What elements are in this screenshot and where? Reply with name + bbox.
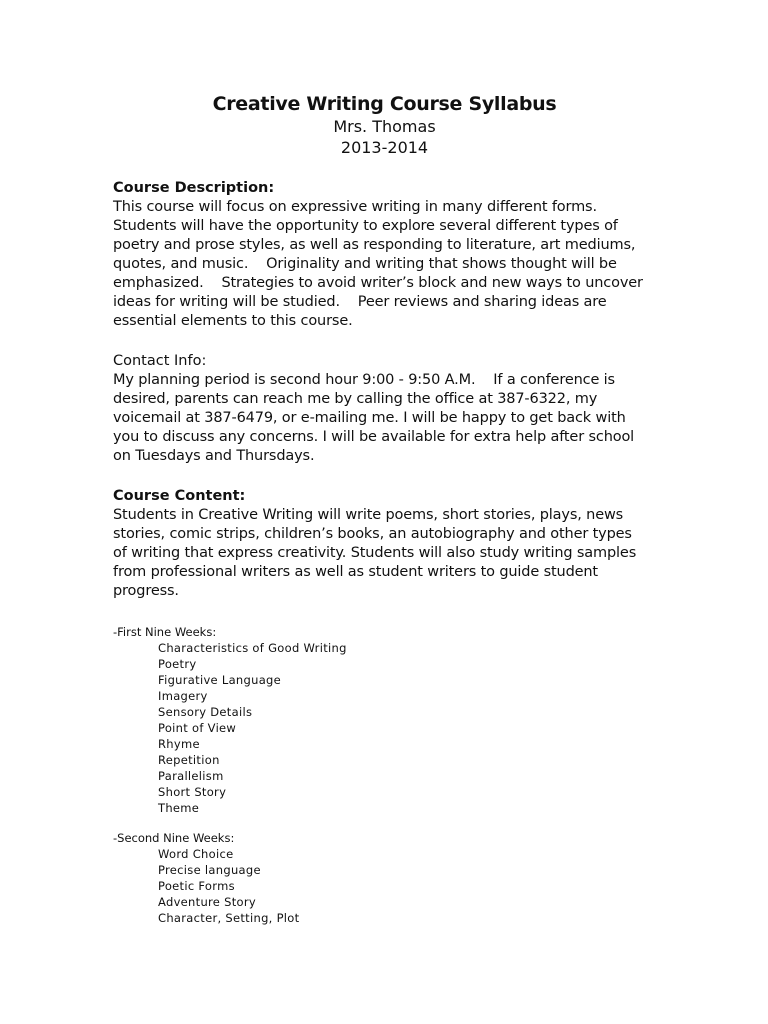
- second-nine-weeks-label: -Second Nine Weeks:: [113, 831, 235, 845]
- list-item: Short Story: [158, 785, 227, 799]
- list-item: Poetry: [158, 657, 197, 671]
- document-title: Creative Writing Course Syllabus: [212, 93, 557, 115]
- list-item: Imagery: [158, 689, 208, 703]
- course-content-section: [113, 487, 658, 601]
- list-item: Word Choice: [158, 847, 234, 861]
- text-line: quotes, and music. Originality and writing that shows thought will be: [113, 256, 617, 272]
- text-line: My planning period is second hour 9:00 - 9:50 A.M. If a conference is: [113, 372, 615, 388]
- list-item: Repetition: [158, 753, 220, 767]
- text-line: Students will have the opportunity to explore several different types of: [113, 218, 618, 234]
- first-nine-weeks-topics: [113, 640, 658, 816]
- contact-info-text: [113, 371, 658, 466]
- first-nine-weeks-label: -First Nine Weeks:: [113, 625, 217, 639]
- list-item: Precise language: [158, 863, 261, 877]
- text-line: from professional writers as well as student writers to guide student: [113, 564, 598, 580]
- text-line: stories, comic strips, children’s books, an autobiography and other types: [113, 526, 632, 542]
- list-item: Poetic Forms: [158, 879, 235, 893]
- text-line: progress.: [113, 583, 179, 599]
- second-nine-weeks-topics: [113, 846, 658, 926]
- text-line: Students in Creative Writing will write poems, short stories, plays, news: [113, 507, 624, 523]
- list-item: Parallelism: [158, 769, 224, 783]
- text-line: This course will focus on expressive writing in many different forms.: [113, 199, 597, 215]
- first-nine-weeks: [113, 624, 658, 816]
- text-line: you to discuss any concerns. I will be available for extra help after school: [113, 429, 635, 445]
- contact-info-heading: Contact Info:: [113, 353, 207, 369]
- second-nine-weeks: [113, 830, 658, 926]
- contact-info-section: [113, 352, 658, 466]
- list-item: Character, Setting, Plot: [158, 911, 300, 925]
- list-item: Theme: [158, 801, 200, 815]
- teacher-name: Mrs. Thomas: [333, 117, 436, 136]
- list-item: Sensory Details: [158, 705, 253, 719]
- text-line: poetry and prose styles, as well as responding to literature, art mediums,: [113, 237, 636, 253]
- document-header: [111, 92, 658, 158]
- text-line: ideas for writing will be studied. Peer reviews and sharing ideas are: [113, 294, 607, 310]
- syllabus-page: [113, 92, 658, 926]
- text-line: desired, parents can reach me by calling the office at 387-6322, my: [113, 391, 598, 407]
- course-content-heading: Course Content:: [113, 488, 246, 504]
- list-item: Point of View: [158, 721, 237, 735]
- course-description-text: [113, 198, 658, 331]
- text-line: on Tuesdays and Thursdays.: [113, 448, 315, 464]
- course-description-heading: Course Description:: [113, 180, 275, 196]
- text-line: voicemail at 387-6479, or e-mailing me. I will be happy to get back with: [113, 410, 626, 426]
- text-line: emphasized. Strategies to avoid writer’s block and new ways to uncover: [113, 275, 643, 291]
- text-line: of writing that express creativity. Students will also study writing samples: [113, 545, 637, 561]
- list-item: Rhyme: [158, 737, 200, 751]
- list-item: Figurative Language: [158, 673, 282, 687]
- school-year: 2013-2014: [340, 138, 429, 157]
- course-description-section: [113, 179, 658, 331]
- text-line: essential elements to this course.: [113, 313, 353, 329]
- list-item: Adventure Story: [158, 895, 257, 909]
- course-content-text: [113, 506, 658, 601]
- list-item: Characteristics of Good Writing: [158, 641, 347, 655]
